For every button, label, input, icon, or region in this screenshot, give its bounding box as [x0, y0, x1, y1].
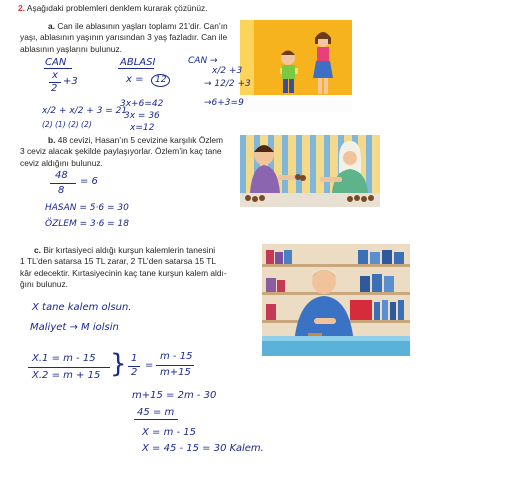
- hw-c-step4: X = 45 - 15 = 30 Kalem.: [142, 443, 264, 454]
- hw-a-right-frac2: → 12/2 +3: [204, 79, 251, 89]
- hw-c-ratio-left-bottom: 2: [131, 367, 138, 378]
- hw-c-ratio-right-bar: [156, 365, 194, 366]
- problem-b-line2: 3 ceviz alacak şekilde paylaşıyorlar. Özlem’in kaç tane: [20, 146, 222, 157]
- problem-c-text: [20, 245, 258, 291]
- problem-a-text: [20, 21, 237, 55]
- hw-b-frac-top: 48: [55, 170, 68, 181]
- illustration-can-and-sister: [240, 20, 352, 112]
- problem-a-line2: yaşı, ablasının yaşının yarısından 3 yaş fazladır. Can ile: [20, 32, 228, 43]
- hw-b-ozlem: ÖZLEM = 3·6 = 18: [45, 219, 130, 229]
- problem-c-label: c.: [34, 245, 41, 255]
- question-instruction: Aşağıdaki problemleri denklem kurarak çözünüz.: [26, 3, 208, 13]
- hw-b-frac-result: = 6: [80, 176, 98, 187]
- problem-b-line3: ceviz aldığını bulunuz.: [20, 157, 103, 168]
- hw-a-right-frac1: x/2 +3: [212, 66, 243, 76]
- hw-c-eq2: X.2 = m + 15: [32, 370, 101, 381]
- problem-c-line1: Bir kırtasiyeci aldığı kurşun kalemlerin tanesini: [43, 245, 216, 255]
- question-header: [18, 3, 208, 14]
- hw-a-right-result: →6+3=9: [204, 98, 244, 108]
- problem-c-line4: ğını bulunuz.: [20, 279, 68, 290]
- hw-a-multipliers: (2) (1) (2) (2): [42, 120, 92, 129]
- question-number: 2.: [18, 3, 25, 13]
- problem-a-line1: Can ile ablasının yaşları toplamı 21’dir. Can’ın: [57, 21, 228, 31]
- hw-c-step3: X = m - 15: [142, 427, 197, 438]
- hw-b-fracbar: [50, 183, 76, 184]
- hw-a-equation: x/2 + x/2 + 3 = 21: [42, 106, 128, 116]
- hw-abla-val: 12: [151, 74, 170, 87]
- hw-abla-x: x =: [126, 74, 144, 85]
- hw-c-line2: Maliyet → M iolsin: [30, 322, 119, 333]
- problem-a-line3: ablasının yaşlarını bulunuz.: [20, 43, 122, 54]
- problem-a-label: a.: [48, 21, 55, 31]
- problem-b-text: [20, 135, 237, 169]
- hw-c-line1: X tane kalem olsun.: [32, 302, 132, 313]
- hw-c-eq-bar: [28, 367, 110, 368]
- hw-c-ratio-right-bottom: m+15: [160, 367, 191, 378]
- hw-a-right-can: CAN →: [188, 56, 218, 66]
- hw-can-num: x: [52, 70, 58, 81]
- problem-c-line3: kâr edecektir. Kırtasiyecinin kaç tane kurşun kalem aldı-: [20, 267, 227, 278]
- hw-a-step2: 3x = 36: [124, 111, 160, 121]
- hw-can-plus: +3: [63, 76, 78, 87]
- hw-abla-underline: [118, 68, 154, 69]
- hw-c-brace: }: [110, 349, 127, 379]
- illustration-hasan-and-ozlem: [240, 135, 380, 207]
- hw-abla-header: ABLASI: [120, 57, 156, 68]
- hw-c-step1: m+15 = 2m - 30: [132, 390, 217, 401]
- problem-b-line1: 48 cevizi, Hasan’ın 5 cevizine karşılık Özlem: [57, 135, 224, 145]
- hw-c-ratio-equals: =: [145, 360, 154, 371]
- hw-c-step2: 45 = m: [137, 407, 175, 418]
- hw-can-underline: [44, 68, 72, 69]
- hw-a-step3: x=12: [130, 123, 155, 133]
- hw-a-step1: 3x+6=42: [120, 99, 164, 109]
- hw-b-hasan: HASAN = 5·6 = 30: [45, 203, 129, 213]
- hw-can-den: 2: [51, 83, 58, 94]
- hw-c-eq1: X.1 = m - 15: [32, 353, 96, 364]
- hw-c-ratio-right-top: m - 15: [160, 351, 193, 362]
- hw-b-frac-bottom: 8: [58, 185, 65, 196]
- problem-c-line2: 1 TL’den satarsa 15 TL zarar, 2 TL’den satarsa 15 TL: [20, 256, 217, 267]
- hw-can-header: CAN: [45, 57, 67, 68]
- hw-c-step2-underline: [134, 419, 178, 420]
- illustration-stationer: [262, 244, 410, 356]
- hw-c-ratio-left-top: 1: [131, 353, 138, 364]
- problem-b-label: b.: [48, 135, 56, 145]
